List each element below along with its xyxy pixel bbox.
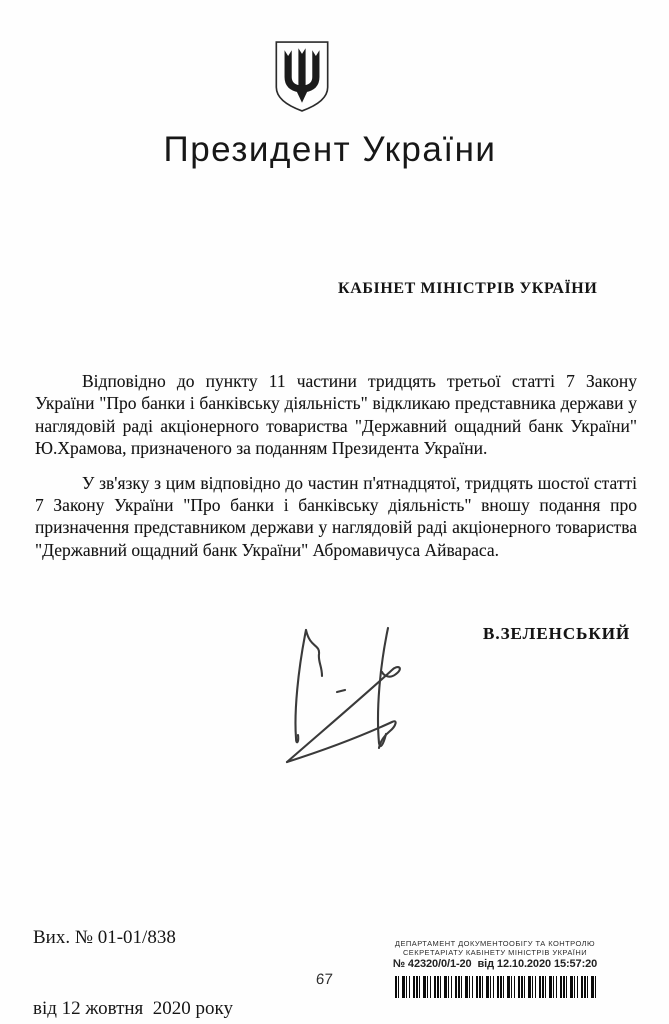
stamp-registration-number: № 42320/0/1-20 від 12.10.2020 15:57:20 (392, 958, 598, 971)
paragraph-2: У зв'язку з цим відповідно до частин п'ятнадцятої, тридцять шостої статті 7 Закону України "Про банки і банківську діяльність" вношу подання про призначення представником держави у наглядовій раді акціонерного товариства "Державний ощадний банк України" Абромавичуса Айвараса. (35, 472, 637, 560)
outgoing-date: від 12 жовтня 2020 року (33, 997, 233, 1019)
signatory-name: В.ЗЕЛЕНСЬКИЙ (483, 624, 631, 643)
paragraph-1: Відповідно до пункту 11 частини тридцять третьої статті 7 Закону України "Про банки і банківську діяльність" відкликаю представника держави у наглядовій раді акціонерного товариства "Державний ощадний банк України" Ю.Храмова, призначеного за поданням Президента України. (35, 371, 637, 459)
stamp-department-line: ДЕПАРТАМЕНТ ДОКУМЕНТООБІГУ ТА КОНТРОЛЮ (394, 939, 596, 948)
letter-body (35, 370, 637, 561)
letterhead-title: Президент України (163, 130, 497, 169)
page-number: 67 (315, 971, 334, 988)
barcode-icon (395, 976, 596, 998)
outgoing-number: Вих. № 01-01/838 (33, 927, 176, 948)
reference-block (33, 879, 233, 1024)
stamp-secretariat-line: СЕКРЕТАРІАТУ КАБІНЕТУ МІНІСТРІВ УКРАЇНИ (402, 947, 588, 957)
ukraine-trident-icon (271, 39, 333, 114)
registration-stamp (388, 940, 602, 998)
handwritten-signature-icon (246, 600, 446, 780)
addressee: КАБІНЕТ МІНІСТРІВ УКРАЇНИ (338, 280, 598, 297)
coat-of-arms-emblem (271, 39, 333, 114)
